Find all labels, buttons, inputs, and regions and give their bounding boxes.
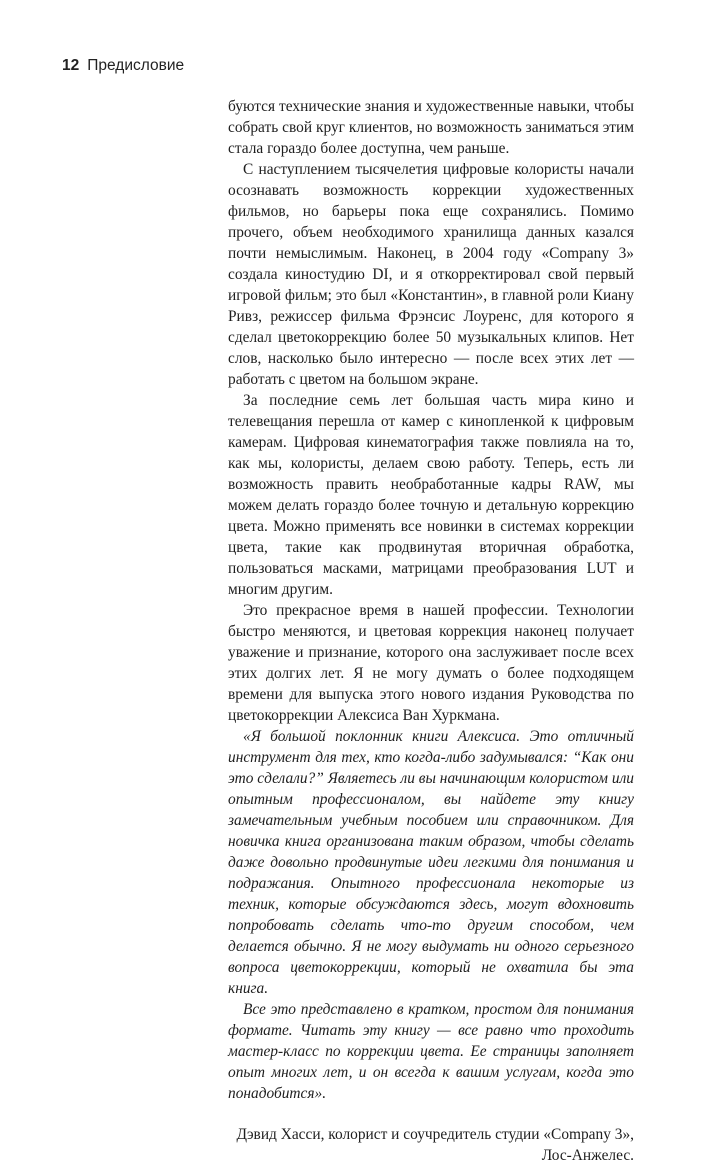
paragraph-continuation: буются технические знания и художественные навыки, чтобы собрать свой круг клиентов, но возможность заниматься этим стала гораздо более доступна, чем раньше. [228, 98, 634, 157]
paragraph: Это прекрасное время в нашей профессии. Технологии быстро меняются, и цветовая коррекция наконец получает уважение и признание, которого она заслуживает после всех этих долгих лет. Я не могу думать о более подходящем времени для выпуска этого нового издания Руководства по цветокоррекции Алексиса Ван Хуркмана. [228, 602, 634, 724]
quote-attribution: Дэвид Хасси, колорист и соучредитель студии «Company 3», Лос-Анжелес. [236, 1126, 634, 1164]
paragraph: С наступлением тысячелетия цифровые колористы начали осознавать возможность коррекции художественных фильмов, но барьеры пока еще сохранялись. Помимо прочего, объем необходимого хранилища данных казался почти немыслимым. Наконец, в 2004 году «Company 3» создала киностудию DI, и я откорректировал свой первый игровой фильм; это был «Константин», в главной роли Киану Ривз, режиссер фильма Фрэнсис Лоуренс, для которого я сделал цветокоррекцию более 50 музыкальных клипов. Нет слов, насколько было интересно — после всех этих лет — работать с цветом на большом экране. [228, 161, 634, 388]
paragraph: За последние семь лет большая часть мира кино и телевещания перешла от камер с кинопленкой к цифровым камерам. Цифровая кинематография также повлияла на то, как мы, колористы, делаем свою работу. Теперь, есть ли возможность править необработанные кадры RAW, мы можем делать гораздо более точную и детальную коррекцию цвета. Можно применять все новинки в системах коррекции цвета, такие как продвинутая вторичная обработка, пользоваться масками, матрицами преобразования LUT и многим другим. [228, 392, 634, 598]
section-title: Предисловие [87, 57, 185, 74]
body-text [228, 96, 634, 1166]
quote-paragraph: «Я большой поклонник книги Алексиса. Это отличный инструмент для тех, кто когда-либо задумывался: “Как они это сделали?” Являетесь ли вы начинающим колористом или опытным профессионалом, вы найдете эту книгу замечательным учебным пособием или справочником. Для новичка книга организована таким образом, чтобы сделать даже довольно продвинутые идеи легкими для понимания и подражания. Опытного профессионала некоторые из техник, которые обсуждаются здесь, могут вдохновить попробовать сделать что-то другим способом, чем делается обычно. Я не могу выдумать ни одного серьезного вопроса цветокоррекции, который не охватила бы эта книга. [228, 728, 634, 997]
running-head [62, 56, 184, 76]
quote-paragraph: Все это представлено в кратком, простом для понимания формате. Читать эту книгу — все равно что проходить мастер-класс по коррекции цвета. Ее страницы заполняет опыт многих лет, и он всегда к вашим услугам, когда это понадобится». [228, 1001, 634, 1102]
page-number: 12 [62, 57, 80, 74]
